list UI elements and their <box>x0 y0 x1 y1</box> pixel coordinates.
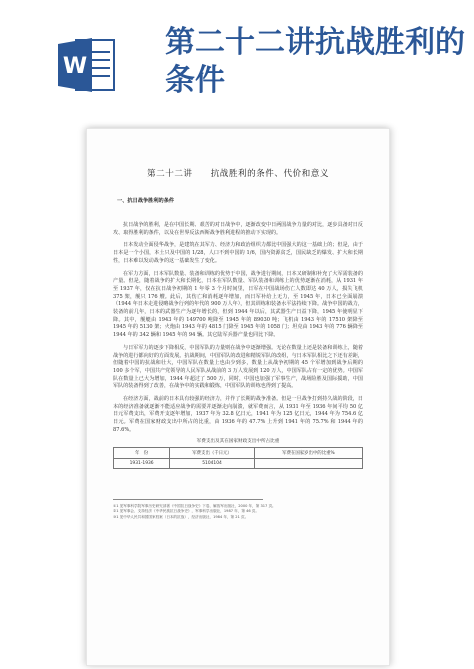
table-cell: 1931-1936 <box>114 458 170 468</box>
paragraph-3: 在军力方面，日本军队数量、装备和训练的优势于中国，战争进行期间，日本又研制和补充了大军需装备的产量。但是，随着战争的扩大和长期化，日本在军队数量、军队装备和训练上的优势逐渐在消耗，从 1931 年至 1937 年，仅在抗日战争初期的 1 年零 3 个月时间里，日军在中国战场伤亡人数即达 40 万人，损失飞机 375 架，舰只 176 艘。此后，其伤亡和消耗逐年增加，而日军补给上无力，至 1945 年，日本已全面崩溃（1944 年日本走进侵略战争行列的年代的 900 万人年），但其训练和装备水平法持续下降。战争中国的战力，装备的前几年，日本的武器生产为逐年增长的，但到 1944 年以后，其武器生产日益下降，1945 年使明显下降。其中，舰艇由 1943 年的 149700 吨降至 1945 年的 89030 吨；飞机由 1943 年的 17510 架降至 1945 年的 5130 架；火炮由 1943 年的 4815 门降至 1945 年的 1058 门；坦克由 1943 年的 776 辆降至 1944 年的 342 辆和 1945 年的 94 辆。其它陆军兵器产量也同比下降。 <box>113 270 363 339</box>
table-header-cell: 军费在国家岁出中的比重% <box>254 447 362 458</box>
table-header-cell: 军费支出（千日元） <box>170 447 255 458</box>
banner <box>0 0 474 112</box>
document-title: 第二十二讲 抗战胜利的条件、代价和意义 <box>147 169 329 179</box>
table-row <box>114 458 363 468</box>
document-page <box>86 128 390 666</box>
table-cell: 5104104 <box>170 458 255 468</box>
word-document-icon <box>56 36 116 94</box>
paragraph-4: 与日军军力的逐步下降相反，中国军队的力量则在战争中逐渐增强。无论在数量上还是装备和训练上，随着战争的进行都向好的方面发展。抗战期间，中国军队的改进和精锐军队的改组，与日本军队相比之下还有差距，但随着中国的抗战和壮大，中国军队在数量上也由少到多，数量上从战争初期的 45 个军增加到战争后期的 100 多个军，中国共产党领导的人民军队从战前的 3 万人发展到 120 万人，中国军队占有一定的优势。中国军队在数量上已大为增加，1944 年超过了 500 万，同时，中国也加强了军事生产，战场险胜及国际援助，中国军队的装备得到了改善，在战争中的实践和锻炼，中国军队的训练也得到了提高。 <box>113 344 363 390</box>
paragraph-1: 抗日战争的胜利，是在中国长期、艰苦的对日战争中，逐渐改变中日两国战争力量的对比，逐步具备对日反攻、取得胜利的条件，以及在世界反法西斯战争胜利进程的推动下实现的。 <box>113 222 363 236</box>
section-heading: 一、抗日战争胜利的条件 <box>117 198 175 204</box>
footnote: ③1 见中华人民共和国国家档案（日本的抗战），经济出版社，1984 年，第 21 页。 <box>113 514 249 519</box>
table-caption: 军费支出及其在国家财政支出中所占比重 <box>196 438 280 444</box>
table-header-cell: 年 份 <box>114 447 170 458</box>
table-cell <box>254 458 362 468</box>
table-header-row <box>114 447 363 458</box>
banner-title: 第二十二讲抗战胜利的条件 <box>165 25 465 98</box>
footnote: ①1 见军事科学院军事历史研究部著《中国抗日战争史》下卷，解放军出版社，2000 年，第 317 页。 <box>113 503 276 508</box>
paragraph-2: 日本发动全面侵华战争，是建筑在其军力、经济力和政治组织力都比中国强大的这一基础上的；但是，由于日本是一个小国，本土只及中国的 1/28，人口不到中国的 1/6，国内资源贫乏，国民缺乏的爆发、扩大和长期性，日本难以发动战争的这一基础发生了变化。 <box>113 242 363 264</box>
footnotes <box>113 499 276 521</box>
paragraph-5: 在经济方面，战前的日本具有较强的经济力，并作了长期的战争准备。但是一旦战争打到持久战的阶段，日本的经济准备就逐渐不能适应战争的需要并逐渐走向崩溃，就军费而言，从 1931 年至 1936 年间平均 50 亿日元军费支出，军费开支逐年增加，1937 年为 32.8 亿日元，1941 年为 125 亿日元，1944 年为 754.6 亿日元。军费在国家财政支出中所占的比重，由 1936 年的 47.7% 上升到 1941 年的 75.7% 和 1944 年的 87.6%。 <box>113 396 363 433</box>
military-expense-table <box>113 447 363 469</box>
word-icon-letter: W <box>62 54 88 79</box>
footnote: ②1 见军事会、支持经济《中华民族抗日战争史》，军事科学出版社，1987 年，第 46 页。 <box>113 509 259 514</box>
